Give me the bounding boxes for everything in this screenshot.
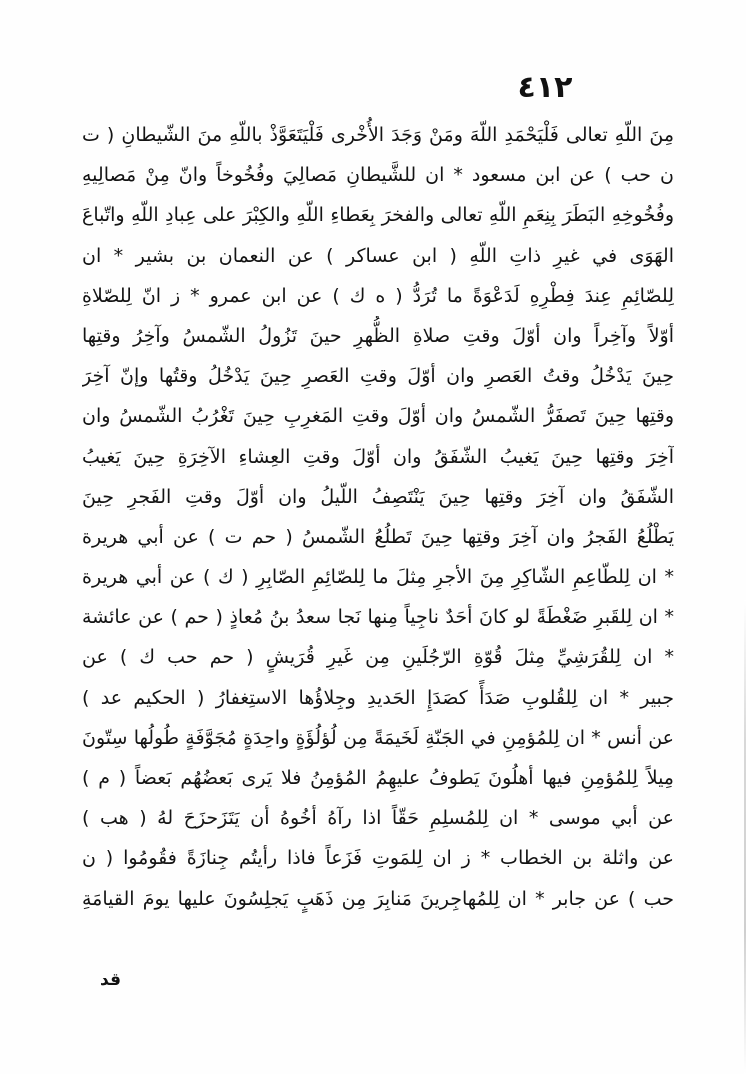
text-line: حب ) عن جابر * ان لِلمُهاجِرينَ مَنابِرَ مِن ذَهَبٍ يَجلِسُونَ عليها يومَ القيامَةِ bbox=[82, 887, 674, 910]
text-line: وفُخُوخِهِ البَطَرَ بِنِعَمِ اللّهِ تعالى والفخرَ بِعَطاءِ اللّهِ والكِبْرَ على عِبادِ اللّهِ واتّباعَ bbox=[82, 204, 674, 227]
text-line: آخِرَ وقتِها حِينَ يَغيبُ الشّفَقُ وان أوّلَ وقتِ العِشاءِ الآخِرَةِ حِينَ يَغيبُ bbox=[82, 445, 674, 468]
text-line: * ان لِلطّاعِمِ الشّاكِرِ مِنَ الأجرِ مِثلَ ما لِلصّائِمِ الصّابِرِ ( ك ) عن أبي هريرة bbox=[82, 566, 674, 589]
text-line: مِيلاً لِلمُؤمِنِ فيها أهلُونَ يَطوفُ عليهِمُ المُؤمِنُ فلا يَرى بَعضُهُم بَعضاً ( م ) bbox=[82, 767, 674, 789]
text-line: حِينَ يَدْخُلُ وقتُ العَصرِ وان أوّلَ وقتِ العَصرِ حِينَ يَدْخُلُ وقتُها وإنّ آخِرَ bbox=[82, 365, 674, 388]
text-line: مِنَ اللّهِ تعالى فَلْيَحْمَدِ اللّهَ ومَنْ وَجَدَ الأُخْرى فَلْيَتَعَوَّذْ باللّهِ منَ الشّيطانِ ( ت bbox=[82, 124, 674, 146]
text-line: وقتِها حِينَ تَصفَرُّ الشّمسُ وان أوّلَ وقتِ المَغرِبِ حِينَ تَغْرُبُ الشّمسُ وان bbox=[82, 405, 674, 428]
text-line: أوّلاً وآخِراً وان أوّلَ وقتِ صلاةِ الظُّهرِ حينَ تَزُولُ الشّمسُ وآخِرُ وقتِها bbox=[82, 324, 674, 347]
text-line: الهَوَى في غيرِ ذاتِ اللّهِ ( ابن عساكر ) عن النعمان بن بشير * ان bbox=[82, 244, 674, 267]
text-line: عن واثلة بن الخطاب * ز ان لِلمَوتِ فَزَعاً فاذا رأيتُم جِنازَةً فقُومُوا ( ن bbox=[82, 847, 674, 870]
body-text bbox=[82, 115, 674, 919]
text-line: عن أنس * ان لِلمُؤمِنِ في الجَنّةِ لَخَيمَةً مِن لُؤلُؤَةٍ واحِدَةٍ مُجَوَّفَةٍ طُولُها سِتّونَ bbox=[82, 726, 674, 749]
text-line: لِلصّائِمِ عِندَ فِطْرِهِ لَدَعْوَةً ما تُرَدُّ ( ه ك ) عن ابن عمرو * ز انّ لِلصّلاةِ bbox=[82, 284, 674, 307]
page-number: ٤١٢ bbox=[517, 70, 573, 105]
text-line: * ان لِلقَبرِ ضَغْطَةً لو كانَ أحَدٌ ناجِياً مِنها نَجا سعدُ بنُ مُعاذٍ ( حم ) عن عائشة bbox=[82, 606, 674, 629]
text-line: ن حب ) عن ابن مسعود * ان للشَّيطانِ مَصالِيَ وفُخُوخاً وانّ مِنْ مَصالِيهِ bbox=[82, 164, 674, 187]
text-line: عن أبي موسى * ان لِلمُسلِمِ حَقّاً اذا رآهُ أخُوهُ أن يَتَزَحزَحَ لهُ ( هب ) bbox=[82, 807, 674, 830]
text-line: يَطْلُعُ الفَجرُ وان آخِرَ وقتِها حِينَ تَطلُعُ الشّمسُ ( حم ت ) عن أبي هريرة bbox=[82, 525, 674, 548]
text-line: الشّفَقُ وان آخِرَ وقتِها حِينَ يَنْتَصِفُ اللّيلُ وان أوّلَ وقتِ الفَجرِ حِينَ bbox=[82, 485, 674, 508]
catchword: قد bbox=[100, 970, 121, 990]
text-line: * ان لِلقُرَشِيِّ مِثلَ قُوّةِ الرّجُلَينِ مِن غَيرِ قُرَيشٍ ( حم حب ك ) عن bbox=[82, 646, 674, 669]
text-line: جبير * ان لِلقُلوبِ صَدَأً كصَدَإِ الحَديدِ وجِلاؤُها الاستِغفارُ ( الحكيم عد ) bbox=[82, 686, 674, 709]
